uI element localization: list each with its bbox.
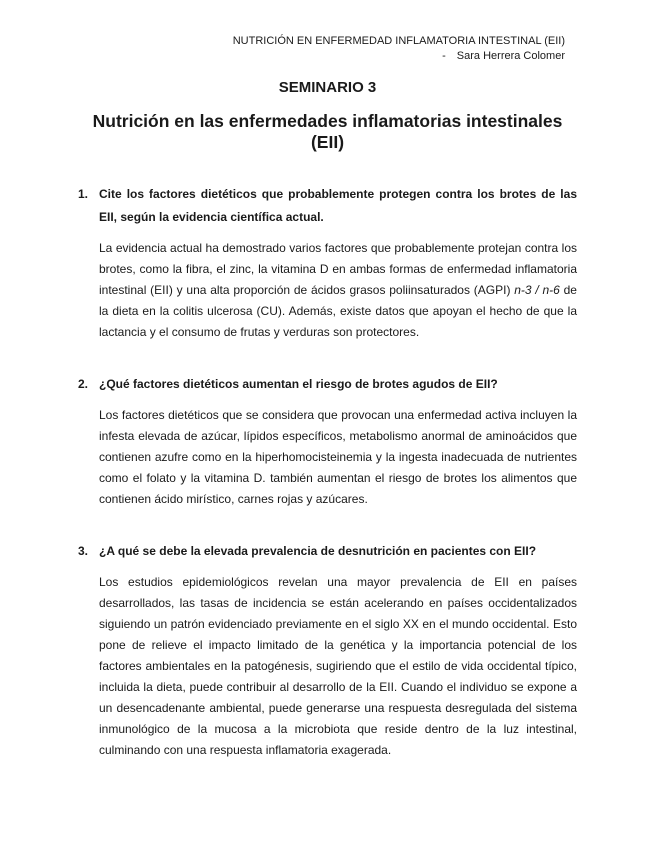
- answer-2-paragraph: Los factores dietéticos que se considera que provocan una enfermedad activa incluyen la infesta elevada de azúcar, lípidos específicos, metabolismo anormal de aminoácidos que contienen azufre como en la hiperhomocisteinemia y la ingesta inadecuada de nutrientes como el folato y la vitamina D. también aumentan el riesgo de brotes los alimentos que contienen ácido mirístico, carnes rojas y azúcares.: [99, 408, 577, 506]
- question-1-heading: [78, 183, 577, 229]
- question-block-2: [78, 373, 577, 510]
- answer-1-paragraph: [99, 238, 577, 343]
- question-2-heading: [78, 373, 577, 396]
- seminar-title: SEMINARIO 3: [278, 79, 377, 96]
- document-title: Nutrición en las enfermedades inflamatorias intestinales (EII): [92, 111, 563, 152]
- header-author-dash: -: [442, 50, 446, 62]
- question-3-text: ¿A qué se debe la elevada prevalencia de desnutrición en pacientes con EII?: [99, 544, 537, 558]
- document-header: [78, 34, 577, 64]
- question-1-number: 1.: [78, 187, 89, 201]
- question-3-number: 3.: [78, 544, 89, 558]
- header-running-title: NUTRICIÓN EN ENFERMEDAD INFLAMATORIA INTESTINAL (EII): [232, 35, 565, 47]
- question-2-text: ¿Qué factores dietéticos aumentan el riesgo de brotes agudos de EII?: [99, 377, 498, 391]
- question-2-number: 2.: [78, 377, 89, 391]
- answer-3-paragraph: Los estudios epidemiológicos revelan una mayor prevalencia de EII en países desarrollados, las tasas de incidencia se están acelerando en países occidentalizados siguiendo un patrón evidenciado previamente en el siglo XX en el mundo occidental. Esto pone de relieve el impacto limitado de la genética y la importancia potencial de los factores ambientales en la patogénesis, sugiriendo que el estilo de vida occidental típico, incluida la dieta, puede contribuir al desarrollo de la EII. Cuando el individuo se expone a un desencadenante ambiental, puede generarse una respuesta desregulada del sistema inmunológico de la mucosa a la microbiota que reside dentro de la luz intestinal, culminando con una respuesta inflamatoria exagerada.: [99, 575, 577, 757]
- question-3-heading: [78, 540, 577, 563]
- answer-1-part1: La evidencia actual ha demostrado varios factores que probablemente protejan contra los brotes, como la fibra, el zinc, la vitamina D en ambas formas de enfermedad inflamatoria intestinal (EII) y una alta proporción de ácidos grasos poliinsaturados (AGPI): [99, 241, 577, 297]
- question-1-text: Cite los factores dietéticos que probablemente protegen contra los brotes de las EII, según la evidencia científica actual.: [99, 187, 577, 224]
- answer-1-italic-term: n-3 / n-6: [514, 283, 560, 297]
- header-author-line: [78, 49, 565, 64]
- question-block-3: [78, 540, 577, 761]
- answer-1-part2: de la dieta en la colitis ulcerosa (CU). Además, existe datos que apoyan el hecho de que la lactancia y el consumo de frutas y verduras son protectores.: [99, 283, 577, 339]
- header-author: Sara Herrera Colomer: [456, 50, 565, 62]
- question-block-1: [78, 183, 577, 343]
